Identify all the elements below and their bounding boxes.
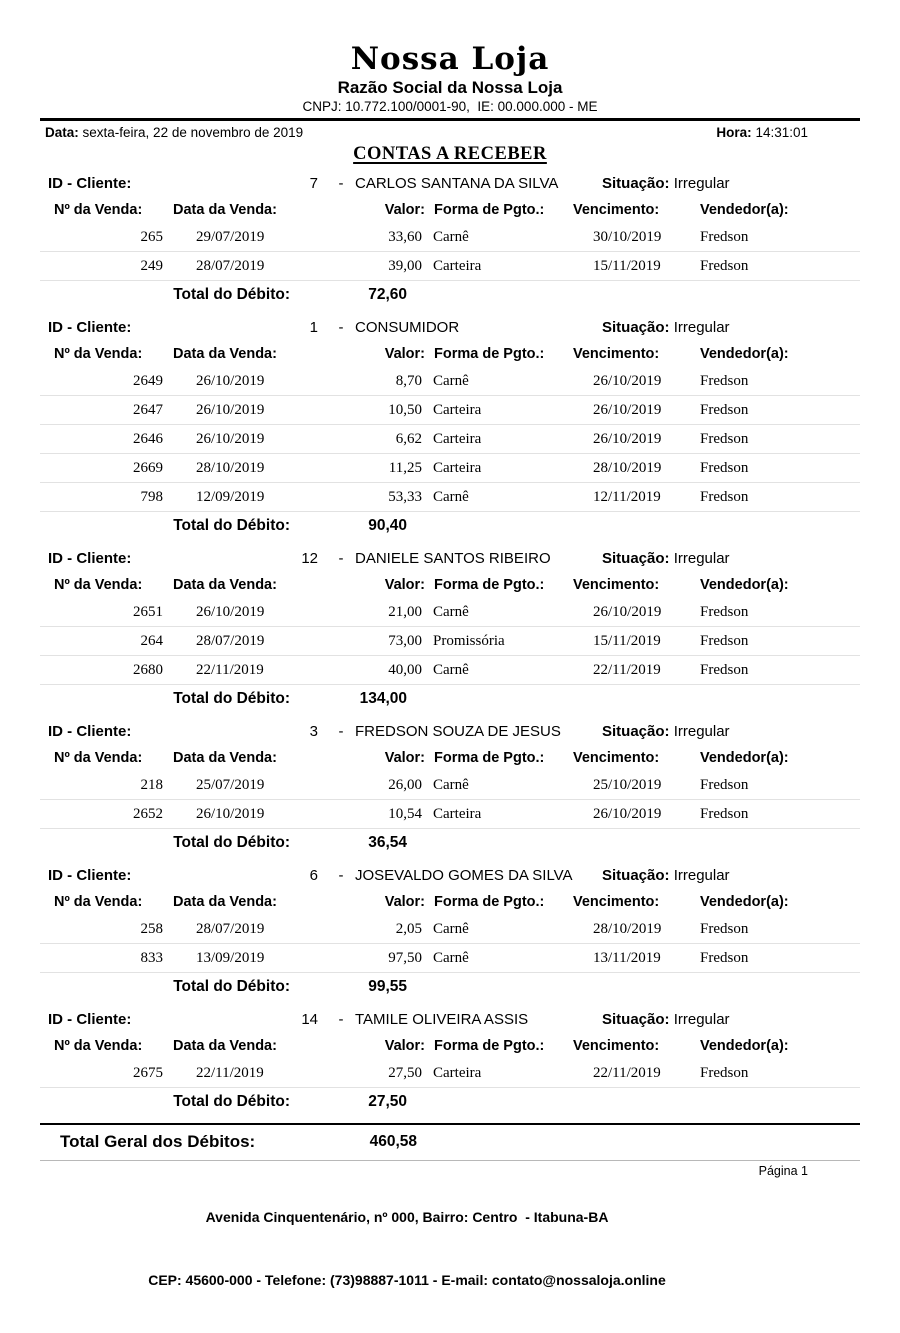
column-header-sale-date: Data da Venda: (173, 894, 277, 910)
cell-due: 26/10/2019 (593, 430, 662, 447)
grand-total-label: Total Geral dos Débitos: (60, 1132, 256, 1151)
client-id: 6 (309, 867, 318, 884)
client-id-label: ID - Cliente: (48, 1011, 132, 1028)
total-debit-label: Total do Débito: (173, 977, 290, 995)
cell-value: 73,00 (388, 632, 422, 649)
total-debit-value: 99,55 (368, 977, 407, 995)
time-group (716, 121, 808, 144)
situation-group (602, 318, 730, 337)
cell-sale: 2649 (133, 372, 163, 389)
client-name: JOSEVALDO GOMES DA SILVA (355, 867, 573, 884)
column-header-seller: Vendedor(a): (700, 577, 789, 593)
client-id-dash: - (338, 319, 344, 336)
total-debit-label: Total do Débito: (173, 833, 290, 851)
cell-sale: 2669 (133, 459, 163, 476)
situation-label: Situação: (602, 723, 670, 740)
cell-payment: Carteira (433, 805, 482, 822)
report-title (40, 144, 860, 164)
situation-group (602, 174, 730, 193)
client-name: DANIELE SANTOS RIBEIRO (355, 550, 551, 567)
client-block (40, 318, 860, 539)
cell-due: 22/11/2019 (593, 1064, 661, 1081)
sale-row (40, 252, 860, 281)
document-footer (40, 1160, 860, 1333)
cell-value: 40,00 (388, 661, 422, 678)
cell-due: 26/10/2019 (593, 372, 662, 389)
column-header-row (40, 201, 860, 220)
cell-sale: 2651 (133, 603, 163, 620)
cell-due: 30/10/2019 (593, 228, 662, 245)
total-debit-value: 134,00 (359, 689, 407, 707)
situation-group (602, 722, 730, 741)
situation-group (602, 549, 730, 568)
cell-sale: 2646 (133, 430, 163, 447)
cell-sale: 258 (140, 920, 163, 937)
client-header-row (40, 174, 860, 193)
cell-value: 8,70 (395, 372, 422, 389)
cell-sale_date: 13/09/2019 (196, 949, 265, 966)
client-id-label: ID - Cliente: (48, 319, 132, 336)
cell-due: 15/11/2019 (593, 632, 661, 649)
column-header-value: Valor: (384, 750, 425, 766)
column-header-due-date: Vencimento: (573, 1038, 660, 1054)
column-header-due-date: Vencimento: (573, 894, 660, 910)
client-name: CONSUMIDOR (355, 319, 460, 336)
column-header-due-date: Vencimento: (573, 346, 660, 362)
total-debit-label: Total do Débito: (173, 1092, 290, 1110)
cell-seller: Fredson (700, 920, 749, 937)
client-name: TAMILE OLIVEIRA ASSIS (355, 1011, 529, 1028)
cell-payment: Carteira (433, 1064, 482, 1081)
cell-sale_date: 22/11/2019 (196, 1064, 264, 1081)
sale-row (40, 598, 860, 627)
client-header-row (40, 1010, 860, 1029)
column-header-sale-number: Nº da Venda: (54, 894, 143, 910)
cell-sale_date: 29/07/2019 (196, 228, 265, 245)
cell-seller: Fredson (700, 603, 749, 620)
sale-row (40, 800, 860, 829)
cell-seller: Fredson (700, 805, 749, 822)
cell-value: 11,25 (388, 459, 422, 476)
situation-value: Irregular (673, 867, 730, 884)
sale-row (40, 656, 860, 685)
cell-due: 25/10/2019 (593, 776, 662, 793)
cell-sale_date: 12/09/2019 (196, 488, 265, 505)
client-id: 1 (309, 319, 318, 336)
situation-label: Situação: (602, 175, 670, 192)
total-debit-row (40, 973, 860, 1000)
client-block (40, 722, 860, 856)
datetime-row (40, 121, 860, 144)
cell-due: 28/10/2019 (593, 459, 662, 476)
cell-sale: 218 (140, 776, 163, 793)
cell-value: 21,00 (388, 603, 422, 620)
column-header-sale-date: Data da Venda: (173, 202, 277, 218)
total-debit-value: 90,40 (368, 516, 407, 534)
cell-payment: Carnê (433, 603, 469, 620)
client-header-row (40, 318, 860, 337)
client-id-label: ID - Cliente: (48, 175, 132, 192)
cell-payment: Carnê (433, 776, 469, 793)
column-header-value: Valor: (384, 1038, 425, 1054)
cell-value: 97,50 (388, 949, 422, 966)
cell-due: 13/11/2019 (593, 949, 661, 966)
situation-label: Situação: (602, 1011, 670, 1028)
cell-value: 26,00 (388, 776, 422, 793)
cell-seller: Fredson (700, 776, 749, 793)
cell-sale_date: 28/07/2019 (196, 920, 265, 937)
column-header-row (40, 576, 860, 595)
total-debit-row (40, 1088, 860, 1115)
client-blocks (40, 174, 860, 1115)
column-header-seller: Vendedor(a): (700, 1038, 789, 1054)
column-header-row (40, 1037, 860, 1056)
cell-sale_date: 28/07/2019 (196, 257, 265, 274)
client-block (40, 549, 860, 712)
column-header-row (40, 893, 860, 912)
column-header-payment: Forma de Pgto.: (434, 346, 545, 362)
sale-rows (40, 771, 860, 829)
situation-value: Irregular (673, 723, 730, 740)
report-title-text: CONTAS A RECEBER (353, 144, 547, 164)
cell-seller: Fredson (700, 257, 749, 274)
time-label: Hora: (716, 125, 752, 140)
page-number: Página 1 (758, 1164, 808, 1178)
cell-payment: Carteira (433, 430, 482, 447)
client-id-dash: - (338, 175, 344, 192)
sale-row (40, 1059, 860, 1088)
column-header-row (40, 749, 860, 768)
cell-seller: Fredson (700, 488, 749, 505)
column-header-payment: Forma de Pgto.: (434, 202, 545, 218)
cell-payment: Carteira (433, 459, 482, 476)
sale-row (40, 627, 860, 656)
total-debit-value: 27,50 (368, 1092, 407, 1110)
cell-sale_date: 26/10/2019 (196, 603, 265, 620)
cell-sale: 2647 (133, 401, 163, 418)
cell-sale_date: 28/07/2019 (196, 632, 265, 649)
situation-value: Irregular (673, 1011, 730, 1028)
column-header-value: Valor: (384, 894, 425, 910)
column-header-sale-date: Data da Venda: (173, 750, 277, 766)
cell-payment: Promissória (433, 632, 505, 649)
cell-sale_date: 28/10/2019 (196, 459, 265, 476)
cell-payment: Carnê (433, 228, 469, 245)
footer-contact: CEP: 45600-000 - Telefone: (73)98887-1011 - E-mail: contato@nossaloja.online (148, 1272, 666, 1288)
sale-row (40, 367, 860, 396)
cell-due: 26/10/2019 (593, 401, 662, 418)
sale-rows (40, 367, 860, 512)
time-value: 14:31:01 (755, 125, 808, 140)
cell-payment: Carnê (433, 920, 469, 937)
column-header-sale-number: Nº da Venda: (54, 577, 143, 593)
client-id-dash: - (338, 723, 344, 740)
situation-value: Irregular (673, 175, 730, 192)
cell-due: 28/10/2019 (593, 920, 662, 937)
total-debit-row (40, 829, 860, 856)
sale-row (40, 454, 860, 483)
column-header-sale-date: Data da Venda: (173, 1038, 277, 1054)
cell-seller: Fredson (700, 1064, 749, 1081)
cell-sale_date: 26/10/2019 (196, 401, 265, 418)
column-header-sale-number: Nº da Venda: (54, 202, 143, 218)
client-header-row (40, 549, 860, 568)
cell-seller: Fredson (700, 459, 749, 476)
client-id-label: ID - Cliente: (48, 867, 132, 884)
cell-value: 10,50 (388, 401, 422, 418)
client-name: FREDSON SOUZA DE JESUS (355, 723, 561, 740)
cell-payment: Carnê (433, 949, 469, 966)
cell-sale: 833 (140, 949, 163, 966)
legal-name: Razão Social da Nossa Loja (337, 78, 563, 97)
client-header-row (40, 866, 860, 885)
cell-due: 15/11/2019 (593, 257, 661, 274)
column-header-payment: Forma de Pgto.: (434, 577, 545, 593)
footer-address: Avenida Cinquentenário, nº 000, Bairro: Centro - Itabuna-BA (205, 1209, 609, 1225)
client-block (40, 174, 860, 308)
cell-value: 53,33 (388, 488, 422, 505)
grand-total-value: 460,58 (369, 1133, 417, 1150)
client-id-dash: - (338, 550, 344, 567)
sale-row (40, 771, 860, 800)
situation-group (602, 866, 730, 885)
sale-row (40, 944, 860, 973)
client-id: 3 (309, 723, 318, 740)
client-header-row (40, 722, 860, 741)
sale-rows (40, 915, 860, 973)
column-header-value: Valor: (384, 202, 425, 218)
document-header (40, 0, 860, 115)
total-debit-label: Total do Débito: (173, 689, 290, 707)
cell-value: 10,54 (388, 805, 422, 822)
cell-sale: 264 (140, 632, 163, 649)
situation-label: Situação: (602, 867, 670, 884)
column-header-sale-date: Data da Venda: (173, 577, 277, 593)
cell-sale: 798 (140, 488, 163, 505)
client-id-dash: - (338, 1011, 344, 1028)
cell-due: 22/11/2019 (593, 661, 661, 678)
date-label: Data: (45, 125, 79, 140)
total-debit-value: 36,54 (368, 833, 407, 851)
situation-label: Situação: (602, 319, 670, 336)
client-block (40, 866, 860, 1000)
client-id: 12 (301, 550, 318, 567)
cell-sale: 2680 (133, 661, 163, 678)
situation-group (602, 1010, 730, 1029)
cell-due: 26/10/2019 (593, 603, 662, 620)
situation-value: Irregular (673, 550, 730, 567)
column-header-seller: Vendedor(a): (700, 894, 789, 910)
sale-rows (40, 598, 860, 685)
sale-row (40, 223, 860, 252)
date-value: sexta-feira, 22 de novembro de 2019 (82, 125, 304, 140)
cell-due: 26/10/2019 (593, 805, 662, 822)
total-debit-row (40, 512, 860, 539)
cell-sale: 2675 (133, 1064, 163, 1081)
cell-sale_date: 22/11/2019 (196, 661, 264, 678)
total-debit-label: Total do Débito: (173, 516, 290, 534)
column-header-value: Valor: (384, 346, 425, 362)
column-header-due-date: Vencimento: (573, 750, 660, 766)
situation-value: Irregular (673, 319, 730, 336)
cell-sale_date: 25/07/2019 (196, 776, 265, 793)
cell-sale_date: 26/10/2019 (196, 430, 265, 447)
client-id-label: ID - Cliente: (48, 550, 132, 567)
cell-seller: Fredson (700, 949, 749, 966)
total-debit-label: Total do Débito: (173, 285, 290, 303)
sale-row (40, 425, 860, 454)
sale-row (40, 915, 860, 944)
column-header-sale-number: Nº da Venda: (54, 346, 143, 362)
cell-seller: Fredson (700, 372, 749, 389)
column-header-due-date: Vencimento: (573, 202, 660, 218)
cell-value: 6,62 (395, 430, 422, 447)
cell-seller: Fredson (700, 228, 749, 245)
client-id: 7 (309, 175, 318, 192)
cell-value: 39,00 (388, 257, 422, 274)
client-id: 14 (301, 1011, 318, 1028)
cell-payment: Carnê (433, 661, 469, 678)
sale-row (40, 483, 860, 512)
column-header-seller: Vendedor(a): (700, 202, 789, 218)
sale-rows (40, 1059, 860, 1088)
cell-payment: Carteira (433, 257, 482, 274)
client-block (40, 1010, 860, 1115)
column-header-payment: Forma de Pgto.: (434, 894, 545, 910)
cell-seller: Fredson (700, 661, 749, 678)
sale-row (40, 396, 860, 425)
client-id-dash: - (338, 867, 344, 884)
column-header-sale-date: Data da Venda: (173, 346, 277, 362)
cell-payment: Carnê (433, 488, 469, 505)
cell-seller: Fredson (700, 430, 749, 447)
total-debit-row (40, 685, 860, 712)
client-id-label: ID - Cliente: (48, 723, 132, 740)
cell-value: 33,60 (388, 228, 422, 245)
cell-sale: 265 (140, 228, 163, 245)
cell-sale_date: 26/10/2019 (196, 372, 265, 389)
store-name: Nossa Loja (350, 41, 550, 77)
column-header-due-date: Vencimento: (573, 577, 660, 593)
column-header-seller: Vendedor(a): (700, 346, 789, 362)
column-header-value: Valor: (384, 577, 425, 593)
column-header-sale-number: Nº da Venda: (54, 750, 143, 766)
column-header-row (40, 345, 860, 364)
cell-payment: Carnê (433, 372, 469, 389)
column-header-sale-number: Nº da Venda: (54, 1038, 143, 1054)
client-name: CARLOS SANTANA DA SILVA (355, 175, 559, 192)
cell-due: 12/11/2019 (593, 488, 661, 505)
total-debit-row (40, 281, 860, 308)
column-header-payment: Forma de Pgto.: (434, 1038, 545, 1054)
grand-total-row (40, 1125, 860, 1159)
situation-label: Situação: (602, 550, 670, 567)
footer-address-block (40, 1161, 774, 1333)
sale-rows (40, 223, 860, 281)
cell-value: 2,05 (395, 920, 422, 937)
cell-seller: Fredson (700, 632, 749, 649)
cell-sale: 249 (140, 257, 163, 274)
registration-line: CNPJ: 10.772.100/0001-90, IE: 00.000.000 - ME (302, 99, 598, 114)
cell-sale_date: 26/10/2019 (196, 805, 265, 822)
column-header-payment: Forma de Pgto.: (434, 750, 545, 766)
total-debit-value: 72,60 (368, 285, 407, 303)
cell-payment: Carteira (433, 401, 482, 418)
cell-sale: 2652 (133, 805, 163, 822)
cell-seller: Fredson (700, 401, 749, 418)
column-header-seller: Vendedor(a): (700, 750, 789, 766)
cell-value: 27,50 (388, 1064, 422, 1081)
